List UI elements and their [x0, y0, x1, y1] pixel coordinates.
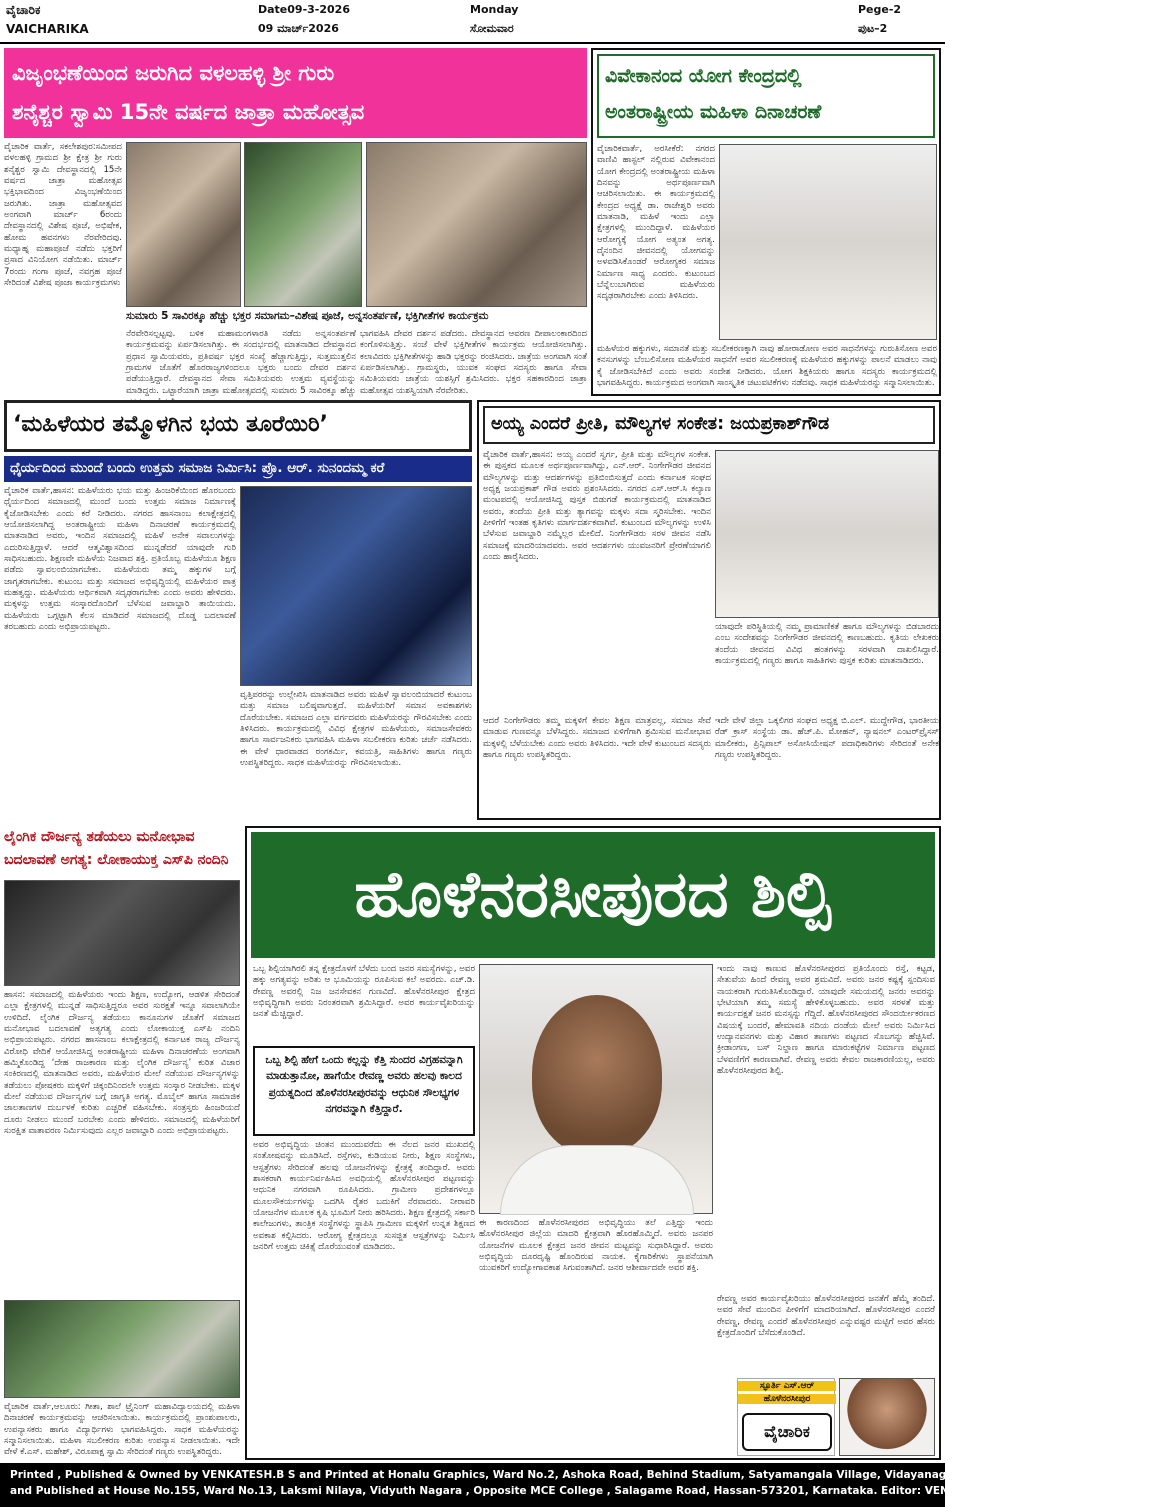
yoga-body-left: ವೈಚಾರಿಕವಾರ್ತೆ, ಅರಸೀಕೆರೆ: ನಗರದ ವಾಣಿವಿ ಹಾಸ್ಟಲ್ ನಲ್ಲಿರುವ ವಿವೇಕಾನಂದ ಯೋಗ ಕೇಂದ್ರದಲ್ಲಿ ಅಂತರಾಷ್ಟ್ರೀಯ ಮಹಿಳಾ ದಿನವನ್ನು ಅರ್ಥಪೂರ್ಣವಾಗಿ ಆಚರಿಸಲಾಯಿತು. ಈ ಕಾರ್ಯಕ್ರಮದಲ್ಲಿ ಕೇಂದ್ರದ ಅಧ್ಯಕ್ಷೆ ಡಾ. ರಾಜೇಶ್ವರಿ ಅವರು ಮಾತನಾಡಿ, ಮಹಿಳೆ ಇಂದು ಎಲ್ಲಾ ಕ್ಷೇತ್ರಗಳಲ್ಲಿ ಮುಂದಿದ್ದಾಳೆ. ಮಹಿಳೆಯರ ಆರೋಗ್ಯಕ್ಕೆ ಯೋಗ ಅತ್ಯಂತ ಅಗತ್ಯ. ದೈನಂದಿನ ಜೀವನದಲ್ಲಿ ಯೋಗವನ್ನು ಅಳವಡಿಸಿಕೊಂಡರೆ ಆರೋಗ್ಯಕರ ಸಮಾಜ ನಿರ್ಮಾಣ ಸಾಧ್ಯ ಎಂದರು. ಕುಟುಂಬದ ಬೆನ್ನೆಲುಬಾಗಿರುವ ಮಹಿಳೆಯರು ಸದೃಢರಾಗಿರಬೇಕು ಎಂದು ತಿಳಿಸಿದರು. — [597, 144, 715, 302]
lokayukta-headline-line1: ಲೈಂಗಿಕ ದೌರ್ಜನ್ಯ ತಡೆಯಲು ಮನೋಭಾವ — [4, 829, 195, 845]
jathra-body-mid: ನೆರವೇರಿಸಲ್ಪಟ್ಟವು. ಬಳಿಕ ಮಹಾಮಂಗಳಾರತಿ ನಡೆದು ಅನ್ನಸಂತರ್ಪಣೆ ಕಾರ್ಯಕ್ರಮವನ್ನು ಏರ್ಪಡಿಸಲಾಗಿತ್ತು. ಈ ಸಂದರ್ಭದಲ್ಲಿ ಮಾತನಾಡಿದ ದೇವಸ್ಥಾನದ ಪ್ರಧಾನ ಸ್ವಾಮಿಯವರು, ಪ್ರತಿವರ್ಷ ಭಕ್ತರ ಸಂಖ್ಯೆ ಹೆಚ್ಚಾಗುತ್ತಿದ್ದು, ಸುತ್ತಮುತ್ತಲಿನ ಗ್ರಾಮಗಳ ಜೊತೆಗೆ ಹೊರರಾಜ್ಯಗಳಿಂದಲೂ ಭಕ್ತರು ಬಂದು ದೇವರ ದರ್ಶನ ಪಡೆಯುತ್ತಿದ್ದಾರೆ. ದೇವಸ್ಥಾನದ ಸೇವಾ ಸಮಿತಿಯವರು ಉತ್ತಮ ವ್ಯವಸ್ಥೆಯನ್ನು ಮಾಡಿದ್ದರು. ಒಟ್ಟಾರೆಯಾಗಿ ಜಾತ್ರಾ ಮಹೋತ್ಸವದಲ್ಲಿ ಸುಮಾರು 5 ಸಾವಿರಕ್ಕೂ ಹೆಚ್ಚು — [126, 329, 356, 396]
ayya-body-right: ಯಾವುದೇ ಪರಿಸ್ಥಿತಿಯಲ್ಲಿ ನಮ್ಮ ಪ್ರಾಮಾಣಿಕತೆ ಹಾಗೂ ಮೌಲ್ಯಗಳನ್ನು ಬಿಡಬಾರದು ಎಂಬ ಸಂದೇಶವನ್ನು ನಿಂಗೇಗೌಡರ ಜೀವನದಲ್ಲಿ ಕಾಣಬಹುದು. ಕೃತಿಯ ಲೇಖಕರು ತಂದೆಯ ಜೀವನದ ವಿವಿಧ ಹಂತಗಳನ್ನು ಸರಳವಾಗಿ ದಾಖಲಿಸಿದ್ದಾರೆ. ಕಾರ್ಯಕ್ರಮದಲ್ಲಿ ಗಣ್ಯರು ಹಾಗೂ ಸಾಹಿತಿಗಳು ಪುಸ್ತಕ ಕುರಿತು ಮಾತನಾಡಿದರು. — [715, 622, 939, 667]
women-fear-subhead: ಧೈರ್ಯದಿಂದ ಮುಂದೆ ಬಂದು ಉತ್ತಮ ಸಮಾಜ ನಿರ್ಮಿಸಿ: ಪ್ರೊ. ಆರ್. ಸುನಂದಮ್ಮ ಕರೆ — [4, 456, 472, 482]
masthead — [0, 0, 945, 44]
ayya-body-top: ವೈಚಾರಿಕ ವಾರ್ತೆ,ಹಾಸನ: ಅಯ್ಯ ಎಂದರೆ ಸ್ವರ್ಗ, ಪ್ರೀತಿ ಮತ್ತು ಮೌಲ್ಯಗಳ ಸಂಕೇತ. ಈ ಪುಸ್ತಕದ ಮೂಲಕ ಅರ್ಥಪೂರ್ಣವಾಗಿದ್ದು, ಎನ್.ಆರ್. ನಿಂಗೇಗೌಡರ ಜೀವನದ ಮೌಲ್ಯಗಳನ್ನು ಮತ್ತು ಆದರ್ಶಗಳನ್ನು ಪ್ರತಿಬಿಂಬಿಸುತ್ತದೆ ಎಂದು ಕರ್ನಾಟಕ ಸಂಘದ ಅಧ್ಯಕ್ಷ ಜಯಪ್ರಕಾಶ್ ಗೌಡ ಅವರು ಪ್ರಶಂಸಿಸಿದರು. ನಗರದ ಎಸ್.ಆರ್.ಸಿ ಕಲ್ಯಾಣ ಮಂಟಪದಲ್ಲಿ ಆಯೋಜಿಸಿದ್ದ ಪುಸ್ತಕ ಬಿಡುಗಡೆ ಕಾರ್ಯಕ್ರಮದಲ್ಲಿ ಮಾತನಾಡಿದ ಅವರು, ತಂದೆಯ ಪ್ರೀತಿ ಮತ್ತು ತ್ಯಾಗವನ್ನು ಮಕ್ಕಳು ಸದಾ ಸ್ಮರಿಸಬೇಕು. ಇಂದಿನ ಪೀಳಿಗೆಗೆ ಇಂತಹ ಕೃತಿಗಳು ಮಾರ್ಗದರ್ಶಕವಾಗಿವೆ. ಕುಟುಂಬದ ಮೌಲ್ಯಗಳನ್ನು ಉಳಿಸಿ ಬೆಳೆಸುವ ಜವಾಬ್ದಾರಿ ನಮ್ಮೆಲ್ಲರ ಮೇಲಿದೆ. ನಿಂಗೇಗೌಡರು ಸರಳ ಜೀವನ ನಡೆಸಿ ಸಮಾಜಕ್ಕೆ ಮಾದರಿಯಾದವರು. ಅವರ ಆದರ್ಶಗಳು ಯುವಜನರಿಗೆ ಪ್ರೇರಣೆಯಾಗಲಿ ಎಂದು ಹಾರೈಸಿದರು. — [483, 450, 711, 563]
sculptor-pullquote: ಒಬ್ಬ ಶಿಲ್ಪಿ ಹೇಗೆ ಒಂದು ಕಲ್ಲನ್ನು ಕೆತ್ತಿ ಸುಂದರ ವಿಗ್ರಹವನ್ನಾಗಿ ಮಾಡುತ್ತಾನೋ, ಹಾಗೆಯೇ ರೇವಣ್ಣ ಅವರು ಹಲವು ಕಾಲದ ಪ್ರಯತ್ನದಿಂದ ಹೊಳೆನರಸೀಪುರವನ್ನು ಆಧುನಿಕ ಸೌಲಭ್ಯಗಳ ನಗರವನ್ನಾಗಿ ಕೆತ್ತಿದ್ದಾರೆ. — [253, 1046, 475, 1136]
sculptor-body-intro: ಒಬ್ಬ ಶಿಲ್ಪಿಯಾಗಿರಲಿ ತನ್ನ ಕ್ಷೇತ್ರದೊಳಗೆ ಬೆಳೆದು ಬಂದ ಜನರ ಸಮಸ್ಯೆಗಳನ್ನು, ಅವರ ಹಕ್ಕು ಅಗತ್ಯವನ್ನು ಅರಿತು ಆ ಭೂಮಿಯನ್ನು ರೂಪಿಸುವ ಕಲೆ ಅವರದು. ಎಚ್.ಡಿ. ರೇವಣ್ಣ ಅವರಲ್ಲಿ ನಿಜ ಜನಸೇವಕನ ಗುಣವಿದೆ. ಹೊಳೆನರಸೀಪುರ ಕ್ಷೇತ್ರದ ಅಭಿವೃದ್ಧಿಗಾಗಿ ಅವರು ನಿರಂತರವಾಗಿ ಶ್ರಮಿಸಿದ್ದಾರೆ. ಅವರ ಕಾರ್ಯವೈಖರಿಯನ್ನು ಜನತೆ ಮೆಚ್ಚಿದ್ದಾರೆ. — [253, 964, 475, 1020]
page-number-kannada: ಪುಟ–2 — [858, 22, 888, 35]
jathra-headline-line2: ಶನೈಶ್ಚರ ಸ್ವಾಮಿ 15ನೇ ವರ್ಷದ ಜಾತ್ರಾ ಮಹೋತ್ಸವ — [12, 99, 365, 124]
hassan-event-stage-photo — [240, 486, 472, 686]
date-english: Date09-3-2026 — [258, 3, 350, 16]
yoga-headline — [597, 54, 935, 138]
women-fear-headline: ‘ಮಹಿಳೆಯರ ತಮ್ಮೊಳಗಿನ ಭಯ ತೂರೆಯಿರಿ’ — [4, 400, 472, 452]
article-women-fear — [4, 400, 472, 820]
day-english: Monday — [470, 3, 519, 16]
aluru-event-photo — [4, 1300, 240, 1398]
date-kannada: 09 ಮಾರ್ಚ್2026 — [258, 22, 339, 35]
page-number-english: Pege-2 — [858, 3, 902, 16]
article-lokayukta — [4, 826, 240, 1460]
yoga-group-photo — [719, 144, 937, 340]
yoga-body-right: ಮಹಿಳೆಯರ ಹಕ್ಕುಗಳು, ಸಮಾನತೆ ಮತ್ತು ಸಬಲೀಕರಣಕ್ಕಾಗಿ ನಾವು ಹೋರಾಡೋಣ ಅವರ ಸಾಧನೆಗಳನ್ನು ಗುರುತಿಸೋಣ ಅವರ ಕನಸುಗಳನ್ನು ಬೆಂಬಲಿಸೋಣ ಮಹಿಳೆಯರ ಸಾಧನೆಗೆ ಅವರ ಸಬಲೀಕರಣಕ್ಕೆ ಮಹಿಳೆಯರ ಹಕ್ಕುಗಳನ್ನು ಪಾಲನೆ ಮಾಡಲು ನಾವು ಕೈ ಜೋಡಿಸಬೇಕಿದೆ ಎಂದು ಅವರು ಸಂದೇಶ ನೀಡಿದರು. ಯೋಗ ಶಿಕ್ಷಕಿಯರು ಹಾಗೂ ಸದಸ್ಯರು ಕಾರ್ಯಕ್ರಮದಲ್ಲಿ ಭಾಗವಹಿಸಿದ್ದರು. ಕಾರ್ಯಕ್ರಮದ ಅಂಗವಾಗಿ ಸಾಂಸ್ಕೃತಿಕ ಚಟುವಟಿಕೆಗಳು ನಡೆದವು. ಸಾಧಕ ಮಹಿಳೆಯರನ್ನು ಸನ್ಮಾನಿಸಲಾಯಿತು. — [597, 344, 937, 389]
jathra-body-left: ವೈಚಾರಿಕ ವಾರ್ತೆ, ಸಕಲೇಶಪುರ:ಸಮೀಪದ ವಳಲಹಳ್ಳಿ ಗ್ರಾಮದ ಶ್ರೀ ಕ್ಷೇತ್ರ ಶ್ರೀ ಗುರು ಶನೈಶ್ಚರ ಸ್ವಾಮಿ ದೇವಸ್ಥಾನದಲ್ಲಿ 15ನೇ ವರ್ಷದ ಜಾತ್ರಾ ಮಹೋತ್ಸವ ಭಕ್ತಿಭಾವದಿಂದ ವಿಜೃಂಭಣೆಯಿಂದ ಜರುಗಿತು. ಜಾತ್ರಾ ಮಹೋತ್ಸವದ ಅಂಗವಾಗಿ ಮಾರ್ಚ್ 6ರಂದು ದೇವಸ್ಥಾನದಲ್ಲಿ ವಿಶೇಷ ಪೂಜೆ, ಅಭಿಷೇಕ, ಹೋಮ ಹವನಗಳು ನೆರವೇರಿದವು. ಮಧ್ಯಾಹ್ನ ಮಹಾಪೂಜೆ ನಡೆದು ಭಕ್ತರಿಗೆ ಪ್ರಸಾದ ವಿನಿಯೋಗ ನಡೆಯಿತು. ಮಾರ್ಚ್ 7ರಂದು ಗಂಗಾ ಪೂಜೆ, ನವಗ್ರಹ ಪೂಜೆ ಸೇರಿದಂತೆ ವಿಶೇಷ ಪೂಜಾ ಕಾರ್ಯಕ್ರಮಗಳು — [4, 142, 122, 289]
ayya-body-bottom: ಆದರೆ ನಿಂಗೇಗೌಡರು ತಮ್ಮ ಮಕ್ಕಳಿಗೆ ಕೇವಲ ಶಿಕ್ಷಣ ಮಾತ್ರವಲ್ಲ, ಸಮಾಜ ಸೇವೆ ಮಾಡುವ ಗುಣವನ್ನೂ ಬೆಳೆಸಿದ್ದರು. ಸಮಾಜದ ಏಳಿಗೆಗಾಗಿ ಶ್ರಮಿಸುವ ಮನೋಭಾವ ಮಕ್ಕಳಲ್ಲಿ ಬೆಳೆಯಬೇಕು ಎಂದು ಅವರು ತಿಳಿಸಿದರು. ಇದೇ ವೇಳೆ ಕುಟುಂಬದ ಸದಸ್ಯರು ಹಾಗೂ ಗಣ್ಯರು ಉಪಸ್ಥಿತರಿದ್ದರು. — [483, 716, 711, 761]
revanna-portrait-photo — [479, 964, 713, 1214]
article-yoga — [591, 48, 941, 396]
article-holenarasipura — [245, 826, 941, 1460]
article-ayya-book — [477, 400, 941, 820]
writer-place: ಹೊಳೆನರಸೀಪುರ — [738, 1394, 836, 1404]
jathra-body-right: ಭಾಗವಹಿಸಿ ದೇವರ ದರ್ಶನ ಪಡೆದರು. ದೇವಸ್ಥಾನದ ಆವರಣ ದೀಪಾಲಂಕಾರದಿಂದ ಕಂಗೊಳಿಸುತ್ತಿತ್ತು. ಸಂಜೆ ವೇಳೆ ಭಕ್ತಿಗೀತೆಗಳ ಕಾರ್ಯಕ್ರಮ ಆಯೋಜಿಸಲಾಗಿತ್ತು. ಕಲಾವಿದರು ಭಕ್ತಿಗೀತೆಗಳನ್ನು ಹಾಡಿ ಭಕ್ತರನ್ನು ರಂಜಿಸಿದರು. ಜಾತ್ರೆಯ ಅಂಗವಾಗಿ ಸಂತೆ ಏರ್ಪಡಿಸಲಾಗಿತ್ತು. ಗ್ರಾಮಸ್ಥರು, ಯುವಕ ಸಂಘದ ಸದಸ್ಯರು ಹಾಗೂ ಸೇವಾ ಸಮಿತಿಯವರು ಜಾತ್ರೆಯ ಯಶಸ್ಸಿಗೆ ಶ್ರಮಿಸಿದರು. ಭಕ್ತರ ಸಹಕಾರದಿಂದ ಜಾತ್ರಾ ಮಹೋತ್ಸವ ಯಶಸ್ವಿಯಾಗಿ ನೆರವೇರಿತು. — [360, 329, 587, 396]
sculptor-body-right: ಇಂದು ನಾವು ಕಾಣುವ ಹೊಳೆನರಸೀಪುರದ ಪ್ರತಿಯೊಂದು ರಸ್ತೆ, ಕಟ್ಟಡ, ಸೇತುವೆಯ ಹಿಂದೆ ರೇವಣ್ಣ ಅವರ ಶ್ರಮವಿದೆ. ಅವರು ಜನರ ಕಷ್ಟಕ್ಕೆ ಸ್ಪಂದಿಸುವ ನಾಯಕರಾಗಿ ಗುರುತಿಸಿಕೊಂಡಿದ್ದಾರೆ. ಯಾವುದೇ ಸಮಯದಲ್ಲಿ ಜನರು ಅವರನ್ನು ಭೇಟಿಯಾಗಿ ತಮ್ಮ ಸಮಸ್ಯೆ ಹೇಳಿಕೊಳ್ಳಬಹುದು. ಅವರ ಸರಳತೆ ಮತ್ತು ಕಾರ್ಯದಕ್ಷತೆ ಜನರ ಮನಸ್ಸನ್ನು ಗೆದ್ದಿದೆ. ಹೊಳೆನರಸೀಪುರದ ಸೌಂದರ್ಯೀಕರಣದ ವಿಷಯಕ್ಕೆ ಬಂದರೆ, ಹೇಮಾವತಿ ನದಿಯ ದಂಡೆಯ ಮೇಲೆ ಅವರು ನಿರ್ಮಿಸಿದ ಉದ್ಯಾನವನಗಳು ಮತ್ತು ವಿಹಾರ ತಾಣಗಳು ಪಟ್ಟಣದ ಸೊಬಗನ್ನು ಹೆಚ್ಚಿಸಿವೆ. ಕ್ರೀಡಾಂಗಣ, ಬಸ್ ನಿಲ್ದಾಣ ಹಾಗೂ ಮಾರುಕಟ್ಟೆಗಳ ನಿರ್ಮಾಣ ಪಟ್ಟಣದ ಬೆಳವಣಿಗೆಗೆ ಕಾರಣವಾಗಿವೆ. ರೇವಣ್ಣ ಅವರು ಕೇವಲ ರಾಜಕಾರಣಿಯಲ್ಲ, ಅವರು ಹೊಳೆನರಸೀಪುರದ ಶಿಲ್ಪಿ. — [717, 964, 935, 1077]
writer-portrait-photo — [839, 1378, 935, 1456]
article-jathra — [4, 48, 587, 396]
imprint-footer — [0, 1463, 1172, 1507]
devotees-photo — [366, 142, 587, 307]
yoga-headline-line1: ವಿವೇಕಾನಂದ ಯೋಗ ಕೇಂದ್ರದಲ್ಲಿ — [605, 65, 802, 87]
vaicharika-logo: ವೈಚಾರಿಕ — [742, 1413, 832, 1451]
women-fear-body-left: ವೈಚಾರಿಕ ವಾರ್ತೆ,ಹಾಸನ: ಮಹಿಳೆಯರು ಭಯ ಮತ್ತು ಹಿಂಜರಿಕೆಯಿಂದ ಹೊರಬಂದು ಧೈರ್ಯದಿಂದ ಸಮಾಜದಲ್ಲಿ ಮುಂದೆ ಬಂದು ಉತ್ತಮ ಸಮಾಜ ನಿರ್ಮಾಣಕ್ಕೆ ಕೈಜೋಡಿಸಬೇಕು ಎಂದು ಕರೆ ನೀಡಿದರು. ನಗರದ ಹಾಸನಾಂಬ ಕಲಾಕ್ಷೇತ್ರದಲ್ಲಿ ಆಯೋಜಿಸಲಾಗಿದ್ದ ಅಂತರಾಷ್ಟ್ರೀಯ ಮಹಿಳಾ ದಿನಾಚರಣೆ ಕಾರ್ಯಕ್ರಮದಲ್ಲಿ ಮಾತನಾಡಿದ ಅವರು, ಇಂದಿನ ಸಮಾಜದಲ್ಲಿ ಮಹಿಳೆ ಅನೇಕ ಸವಾಲುಗಳನ್ನು ಎದುರಿಸುತ್ತಿದ್ದಾಳೆ. ಆದರೆ ಆತ್ಮವಿಶ್ವಾಸದಿಂದ ಮುನ್ನಡೆದರೆ ಯಾವುದೇ ಗುರಿ ಸಾಧಿಸಬಹುದು. ಶಿಕ್ಷಣವೇ ಮಹಿಳೆಯ ನಿಜವಾದ ಶಕ್ತಿ. ಪ್ರತಿಯೊಬ್ಬ ಮಹಿಳೆಯೂ ಶಿಕ್ಷಣ ಪಡೆದು ಸ್ವಾವಲಂಬಿಯಾಗಬೇಕು. ಮಹಿಳೆಯರು ತಮ್ಮ ಹಕ್ಕುಗಳ ಬಗ್ಗೆ ಜಾಗೃತರಾಗಬೇಕು. ಕುಟುಂಬ ಮತ್ತು ಸಮಾಜದ ಅಭಿವೃದ್ಧಿಯಲ್ಲಿ ಮಹಿಳೆಯರ ಪಾತ್ರ ಮಹತ್ವದ್ದು. ಮಹಿಳೆಯರು ಆರ್ಥಿಕವಾಗಿ ಸದೃಢರಾಗಬೇಕು ಎಂದು ಅವರು ಹೇಳಿದರು. ಮಕ್ಕಳನ್ನು ಉತ್ತಮ ಸಂಸ್ಕಾರದೊಂದಿಗೆ ಬೆಳೆಸುವ ಜವಾಬ್ದಾರಿ ತಾಯಿಯದು. ಮಹಿಳೆಯರು ಒಗ್ಗಟ್ಟಾಗಿ ಕೆಲಸ ಮಾಡಿದರೆ ಸಮಾಜದಲ್ಲಿ ದೊಡ್ಡ ಬದಲಾವಣೆ ತರಬಹುದು ಎಂದು ಅಭಿಪ್ರಾಯಪಟ್ಟರು. — [4, 486, 236, 633]
jathra-headline-line1: ವಿಜೃಂಭಣೆಯಿಂದ ಜರುಗಿದ ವಳಲಹಳ್ಳಿ ಶ್ರೀ ಗುರು — [12, 61, 335, 85]
day-kannada: ಸೋಮವಾರ — [470, 22, 514, 35]
procession-photo — [244, 142, 362, 307]
sculptor-body-bottom-right: ರೇವಣ್ಣ ಅವರ ಕಾರ್ಯವೈಖರಿಯು ಹೊಳೆನರಸೀಪುರದ ಜನತೆಗೆ ಹೆಮ್ಮೆ ತಂದಿದೆ. ಅವರ ಸೇವೆ ಮುಂದಿನ ಪೀಳಿಗೆಗೆ ಮಾದರಿಯಾಗಿದೆ. ಹೊಳೆನರಸೀಪುರ ಎಂದರೆ ರೇವಣ್ಣ, ರೇವಣ್ಣ ಎಂದರೆ ಹೊಳೆನರಸೀಪುರ ಎನ್ನುವಷ್ಟರ ಮಟ್ಟಿಗೆ ಅವರ ಹೆಸರು ಕ್ಷೇತ್ರದೊಂದಿಗೆ ಬೆಸೆದುಕೊಂಡಿದೆ. — [717, 1294, 935, 1339]
lokayukta-body: ಹಾಸನ: ಸಮಾಜದಲ್ಲಿ ಮಹಿಳೆಯರು ಇಂದು ಶಿಕ್ಷಣ, ಉದ್ಯೋಗ, ಆಡಳಿತ ಸೇರಿದಂತೆ ಎಲ್ಲಾ ಕ್ಷೇತ್ರಗಳಲ್ಲಿ ಮುನ್ನಡೆ ಸಾಧಿಸುತ್ತಿದ್ದರೂ ಅವರ ಸುರಕ್ಷತೆ ಇನ್ನೂ ಸವಾಲಾಗಿಯೇ ಉಳಿದಿದೆ. ಲೈಂಗಿಕ ದೌರ್ಜನ್ಯ ತಡೆಯಲು ಕಾನೂನುಗಳ ಜೊತೆಗೆ ಸಮಾಜದ ಮನೋಭಾವ ಬದಲಾವಣೆ ಅತ್ಯಗತ್ಯ ಎಂದು ಲೋಕಾಯುಕ್ತ ಎಸ್‌ಪಿ ನಂದಿನಿ ಅಭಿಪ್ರಾಯಪಟ್ಟರು. ನಗರದ ಹಾಸನಾಂಬ ಕಲಾಕ್ಷೇತ್ರದಲ್ಲಿ ಕರ್ನಾಟಕ ರಾಜ್ಯ ದೌರ್ಜನ್ಯ ವಿರೋಧಿ ವೇದಿಕೆ ಆಯೋಜಿಸಿದ್ದ ಅಂತರಾಷ್ಟ್ರೀಯ ಮಹಿಳಾ ದಿನಾಚರಣೆಯ ಅಂಗವಾಗಿ ಹಮ್ಮಿಕೊಂಡಿದ್ದ ‘ದೇಹ ರಾಜಕಾರಣ ಮತ್ತು ಲೈಂಗಿಕ ದೌರ್ಜನ್ಯ’ ಕುರಿತ ವಿಚಾರ ಸಂಕಿರಣದಲ್ಲಿ ಮಾತನಾಡಿದ ಅವರು, ಮಹಿಳೆಯರ ಮೇಲೆ ನಡೆಯುವ ದೌರ್ಜನ್ಯಗಳನ್ನು ತಡೆಯಲು ಪೋಷಕರು ಮಕ್ಕಳಿಗೆ ಚಿಕ್ಕಂದಿನಿಂದಲೇ ಉತ್ತಮ ಸಂಸ್ಕಾರ ನೀಡಬೇಕು. ಮಕ್ಕಳ ಮೇಲೆ ನಡೆಯುವ ದೌರ್ಜನ್ಯಗಳ ಬಗ್ಗೆ ಜಾಗೃತಿ ಅಗತ್ಯ. ಮೊಬೈಲ್ ಹಾಗೂ ಸಾಮಾಜಿಕ ಜಾಲತಾಣಗಳ ದುರ್ಬಳಕೆ ಕುರಿತು ಎಚ್ಚರಿಕೆ ವಹಿಸಬೇಕು. ಸಂತ್ರಸ್ತರು ಹಿಂಜರಿಯದೆ ದೂರು ನೀಡಲು ಮುಂದೆ ಬರಬೇಕು ಎಂದು ಹೇಳಿದರು. ಸಮಾಜದಲ್ಲಿ ಮಹಿಳೆಯರಿಗೆ ಸುರಕ್ಷಿತ ವಾತಾವರಣ ನಿರ್ಮಿಸುವುದು ಎಲ್ಲರ ಜವಾಬ್ದಾರಿ ಎಂದು ಅಭಿಪ್ರಾಯಪಟ್ಟರು. — [4, 990, 240, 1137]
sculptor-body-mid: ಅವರ ಅಭಿವೃದ್ಧಿಯ ಚಿಂತನ ಮುಂದುವರೆದು ಈ ನೆಲದ ಜನರ ಮುಖದಲ್ಲಿ ಸಂತೋಷವನ್ನು ಮೂಡಿಸಿದೆ. ರಸ್ತೆಗಳು, ಕುಡಿಯುವ ನೀರು, ಶಿಕ್ಷಣ ಸಂಸ್ಥೆಗಳು, ಆಸ್ಪತ್ರೆಗಳು ಸೇರಿದಂತೆ ಹಲವು ಯೋಜನೆಗಳನ್ನು ಕ್ಷೇತ್ರಕ್ಕೆ ತಂದಿದ್ದಾರೆ. ಅವರು ಶಾಸಕರಾಗಿ ಕಾರ್ಯನಿರ್ವಹಿಸಿದ ಅವಧಿಯಲ್ಲಿ ಹೊಳೆನರಸೀಪುರ ಪಟ್ಟಣವನ್ನು ಆಧುನಿಕ ನಗರವಾಗಿ ರೂಪಿಸಿದರು. ಗ್ರಾಮೀಣ ಪ್ರದೇಶಗಳಲ್ಲೂ ಮೂಲಸೌಕರ್ಯಗಳನ್ನು ಒದಗಿಸಿ ರೈತರ ಬದುಕಿಗೆ ನೆರವಾದರು. ನೀರಾವರಿ ಯೋಜನೆಗಳ ಮೂಲಕ ಕೃಷಿ ಭೂಮಿಗೆ ನೀರು ಹರಿಸಿದರು. ಶಿಕ್ಷಣ ಕ್ಷೇತ್ರದಲ್ಲಿ ಸರ್ಕಾರಿ ಕಾಲೇಜುಗಳು, ತಾಂತ್ರಿಕ ಸಂಸ್ಥೆಗಳನ್ನು ಸ್ಥಾಪಿಸಿ ಗ್ರಾಮೀಣ ಮಕ್ಕಳಿಗೆ ಉನ್ನತ ಶಿಕ್ಷಣದ ಅವಕಾಶ ಕಲ್ಪಿಸಿದರು. ಆರೋಗ್ಯ ಕ್ಷೇತ್ರದಲ್ಲೂ ಸುಸಜ್ಜಿತ ಆಸ್ಪತ್ರೆಗಳನ್ನು ನಿರ್ಮಿಸಿ ಜನರಿಗೆ ಉತ್ತಮ ಚಿಕಿತ್ಸೆ ದೊರೆಯುವಂತೆ ಮಾಡಿದರು. — [253, 1140, 475, 1253]
jathra-headline — [4, 48, 587, 138]
book-release-photo — [715, 450, 939, 618]
brand-kannada: ವೈಚಾರಿಕ — [6, 3, 41, 17]
yoga-headline-line2: ಅಂತರಾಷ್ಟ್ರೀಯ ಮಹಿಳಾ ದಿನಾಚರಣೆ — [605, 101, 822, 124]
temple-idol-photo — [126, 142, 241, 307]
brand-english: VAICHARIKA — [6, 22, 89, 36]
portrait-face-shape — [532, 995, 662, 1155]
lokayukta-headline-line2: ಬದಲಾವಣೆ ಅಗತ್ಯ: ಲೋಕಾಯುಕ್ತ ಎಸ್‌ಪಿ ನಂದಿನಿ — [4, 852, 229, 869]
writer-byline-box — [737, 1378, 835, 1456]
imprint-line2: and Published at House No.155, Ward No.13, Laksmi Nilaya, Vidyuth Nagara , Opposite MCE College , Salagame Road, Hassan-573201, Karnataka. Editor: VENKATESH.B S Mob-7899533643 — [10, 1485, 1125, 1498]
holenarasipura-headline: ಹೊಳೆನರಸೀಪುರದ ಶಿಲ್ಪಿ — [251, 832, 935, 958]
ayya-headline: ಅಯ್ಯ ಎಂದರೆ ಪ್ರೀತಿ, ಮೌಲ್ಯಗಳ ಸಂಕೇತ: ಜಯಪ್ರಕಾಶ್‌ಗೌಡ — [483, 406, 935, 444]
women-fear-body-right: ವೃತ್ತಿಪರರನ್ನು ಉಲ್ಲೇಖಿಸಿ ಮಾತನಾಡಿದ ಅವರು ಮಹಿಳೆ ಸ್ವಾವಲಂಬಿಯಾದರೆ ಕುಟುಂಬ ಮತ್ತು ಸಮಾಜ ಬಲಿಷ್ಠವಾಗುತ್ತದೆ. ಮಹಿಳೆಯರಿಗೆ ಸಮಾನ ಅವಕಾಶಗಳು ದೊರೆಯಬೇಕು. ಸಮಾಜದ ಎಲ್ಲಾ ವರ್ಗದವರು ಮಹಿಳೆಯರನ್ನು ಗೌರವಿಸಬೇಕು ಎಂದು ತಿಳಿಸಿದರು. ಕಾರ್ಯಕ್ರಮದಲ್ಲಿ ವಿವಿಧ ಕ್ಷೇತ್ರಗಳ ಮಹಿಳೆಯರು, ಸಮಾಜಸೇವಕರು ಹಾಗೂ ಸಾರ್ವಜನಿಕರು ಭಾಗವಹಿಸಿ ಮಹಿಳಾ ಸಬಲೀಕರಣ ಕುರಿತು ಚರ್ಚೆ ನಡೆಸಿದರು. ಈ ವೇಳೆ ಧಾರವಾಡದ ರಂಗಕರ್ಮಿ, ಕವಯತ್ರಿ, ಸಾಹಿತಿಗಳು ಹಾಗೂ ಗಣ್ಯರು ಉಪಸ್ಥಿತರಿದ್ದರು. ಸಾಧಕ ಮಹಿಳೆಯರನ್ನು ಗೌರವಿಸಲಾಯಿತು. — [240, 690, 472, 769]
imprint-line1: Printed , Published & Owned by VENKATESH.B S and Printed at Honalu Graphics, Ward No.2, Ashoka Road, Behind Stadium, Satyamangala Village, Vidayanagar, Hassan District, Karnataka-573201 — [10, 1469, 1172, 1481]
writer-name: ಸ್ಫೂರ್ತಿ ಎಸ್.ಆರ್ — [738, 1381, 836, 1391]
sculptor-body-bottom-mid: ಈ ಕಾರಣದಿಂದ ಹೊಳೆನರಸೀಪುರದ ಅಭಿವೃದ್ಧಿಯು ತಲೆ ಎತ್ತಿದ್ದು ಇಂದು ಹೊಳೆನರಸೀಪುರ ಜಿಲ್ಲೆಯ ಮಾದರಿ ಕ್ಷೇತ್ರವಾಗಿ ಹೊರಹೊಮ್ಮಿದೆ. ಅವರು ಜನಪರ ಯೋಜನೆಗಳ ಮೂಲಕ ಕ್ಷೇತ್ರದ ಜನರ ಜೀವನ ಮಟ್ಟವನ್ನು ಸುಧಾರಿಸಿದ್ದಾರೆ. ಅವರು ಅಭಿವೃದ್ಧಿಯ ದೂರದೃಷ್ಟಿ ಹೊಂದಿರುವ ನಾಯಕ. ಕೈಗಾರಿಕೆಗಳು ಸ್ಥಾಪನೆಯಾಗಿ ಯುವಕರಿಗೆ ಉದ್ಯೋಗಾವಕಾಶ ಸಿಗುವಂತಾಗಿದೆ. ಜನರ ಆಶೀರ್ವಾದವೇ ಅವರ ಶಕ್ತಿ. — [479, 1218, 713, 1274]
lokayukta-speaker-photo — [4, 880, 240, 986]
ayya-body-bottom-right: ಇದೇ ವೇಳೆ ಜಿಲ್ಲಾ ಒಕ್ಕಲಿಗರ ಸಂಘದ ಅಧ್ಯಕ್ಷ ಬಿ.ಎಲ್. ಮುದ್ದೇಗೌಡ, ಭಾರತೀಯ ರೆಡ್ ಕ್ರಾಸ್ ಸಂಸ್ಥೆಯ ಡಾ. ಹೆಚ್.ಪಿ. ಮೋಹನ್, ನ್ಯಾಷನಲ್ ಎಂಟರ್‌ಪ್ರೈಸಸ್ ಮಾಲೀಕರು, ಪ್ರಿನ್ಸಿಪಾಲ್ ಅಸೋಸಿಯೇಷನ್ ಪದಾಧಿಕಾರಿಗಳು ಸೇರಿದಂತೆ ಅನೇಕ ಗಣ್ಯರು ಉಪಸ್ಥಿತರಿದ್ದರು. — [715, 716, 939, 761]
jathra-photo-caption: ಸುಮಾರು 5 ಸಾವಿರಕ್ಕೂ ಹೆಚ್ಚು ಭಕ್ತರ ಸಮಾಗಮ–ವಿಶೇಷ ಪೂಜೆ, ಅನ್ನಸಂತರ್ಪಣೆ, ಭಕ್ತಿಗೀತೆಗಳ ಕಾರ್ಯಕ್ರಮ — [126, 310, 587, 326]
lokayukta-headline — [4, 826, 240, 876]
portrait-shirt-shape — [500, 1145, 694, 1215]
aluru-body: ವೈಚಾರಿಕ ವಾರ್ತೆ,ಆಲೂರು: ಗೀತಾ, ಶಾಲೆ ಟ್ರೈನಿಂಗ್ ಮಹಾವಿದ್ಯಾಲಯದಲ್ಲಿ ಮಹಿಳಾ ದಿನಾಚರಣೆ ಕಾರ್ಯಕ್ರಮವನ್ನು ಆಚರಿಸಲಾಯಿತು. ಕಾರ್ಯಕ್ರಮದಲ್ಲಿ ಪ್ರಾಂಶುಪಾಲರು, ಉಪನ್ಯಾಸಕರು ಹಾಗೂ ವಿದ್ಯಾರ್ಥಿಗಳು ಭಾಗವಹಿಸಿದ್ದರು. ಸಾಧಕ ಮಹಿಳೆಯರನ್ನು ಸನ್ಮಾನಿಸಲಾಯಿತು. ಮಹಿಳಾ ಸಬಲೀಕರಣ ಕುರಿತು ಉಪನ್ಯಾಸ ನೀಡಲಾಯಿತು. ಇದೇ ವೇಳೆ ಕೆ.ಎಸ್. ಮಹೇಶ್, ವಿರೂಪಾಕ್ಷ ಸ್ವಾಮಿ ಸೇರಿದಂತೆ ಗಣ್ಯರು ಉಪಸ್ಥಿತರಿದ್ದರು. — [4, 1402, 240, 1458]
